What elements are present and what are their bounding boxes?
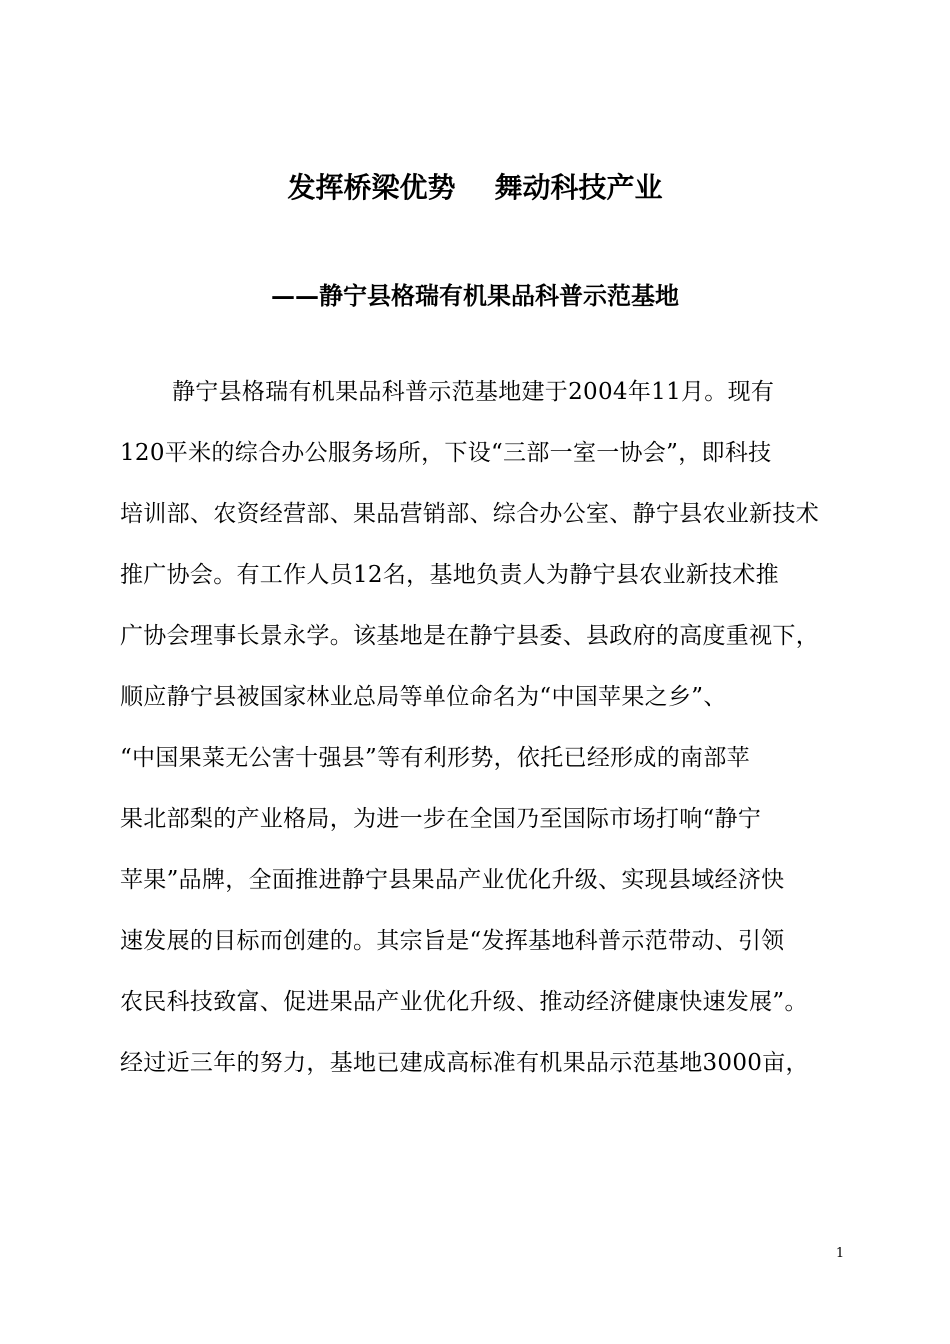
body-line: 培训部、农资经营部、果品营销部、综合办公室、静宁县农业新技术 bbox=[120, 501, 819, 527]
body-line: 推广协会。有工作人员12名，基地负责人为静宁县农业新技术推 bbox=[120, 562, 779, 588]
body-line: 静宁县格瑞有机果品科普示范基地建于2004年11月。现有 bbox=[172, 379, 775, 405]
body-line: 果北部梨的产业格局，为进一步在全国乃至国际市场打响“静宁 bbox=[120, 806, 762, 832]
document-subtitle: ——静宁县格瑞有机果品科普示范基地 bbox=[271, 281, 679, 310]
body-paragraph bbox=[120, 372, 840, 1104]
body-line: 顺应静宁县被国家林业总局等单位命名为“中国苹果之乡”、 bbox=[120, 684, 727, 710]
body-line: 农民科技致富、促进果品产业优化升级、推动经济健康快速发展”。 bbox=[120, 989, 808, 1015]
body-line: “中国果菜无公害十强县”等有利形势，依托已经形成的南部苹 bbox=[120, 745, 750, 771]
body-line: 广协会理事长景永学。该基地是在静宁县委、县政府的高度重视下， bbox=[120, 623, 819, 649]
page-number: 1 bbox=[835, 1246, 845, 1261]
body-line: 苹果”品牌，全面推进静宁县果品产业优化升级、实现县域经济快 bbox=[120, 867, 785, 893]
body-line: 经过近三年的努力，基地已建成高标准有机果品示范基地3000亩， bbox=[120, 1050, 809, 1076]
body-line: 120平米的综合办公服务场所，下设“三部一室一协会”，即科技 bbox=[120, 440, 772, 466]
document-title: 发挥桥梁优势 舞动科技产业 bbox=[287, 171, 663, 204]
body-line: 速发展的目标而创建的。其宗旨是“发挥基地科普示范带动、引领 bbox=[120, 928, 785, 954]
